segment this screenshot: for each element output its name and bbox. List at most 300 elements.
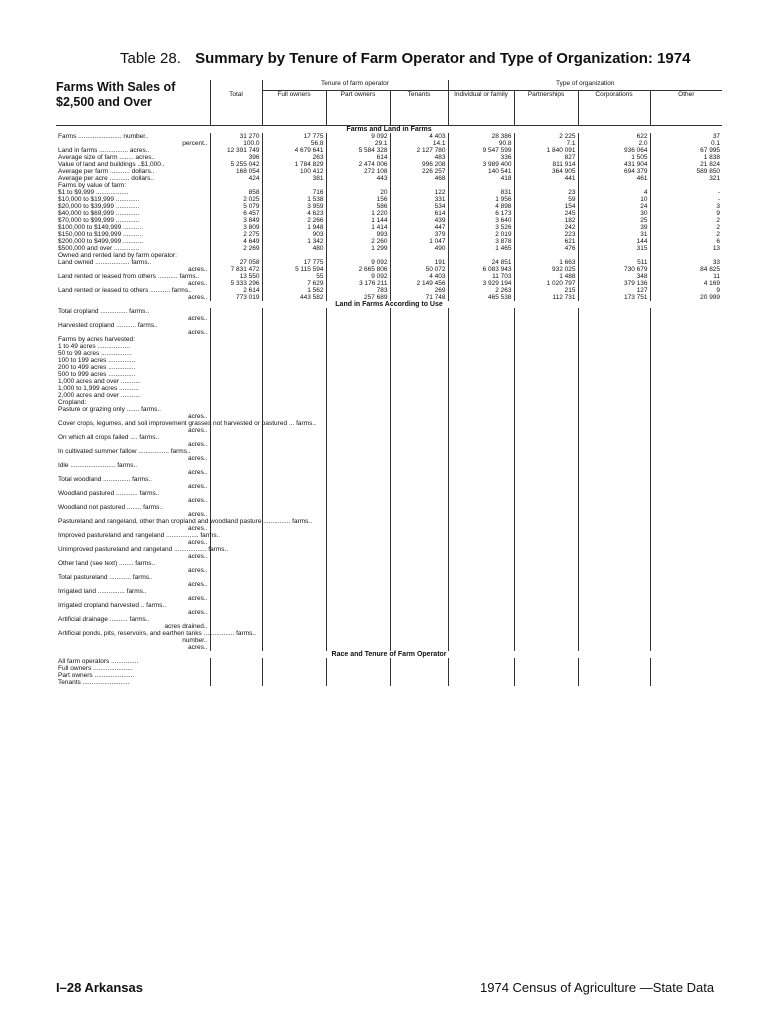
table-cell: [578, 378, 650, 385]
column-group-organization: Type of organization: [448, 80, 722, 91]
table-cell: [578, 308, 650, 315]
table-cell: 2.0: [578, 140, 650, 147]
table-cell: 144: [578, 238, 650, 245]
row-label: $100,000 to $149,999 ...........: [58, 223, 143, 231]
row-label: acres..: [187, 314, 208, 322]
table-cell: [390, 350, 448, 357]
table-cell: [262, 385, 326, 392]
row-label: Average size of farm ........ acres..: [58, 153, 156, 161]
table-cell: 9 092: [326, 133, 390, 140]
table-cell: [390, 504, 448, 511]
table-cell: 827: [514, 154, 578, 161]
table-row: [56, 497, 722, 504]
table-cell: [514, 553, 578, 560]
table-cell: 3 849: [210, 217, 262, 224]
table-cell: [390, 602, 448, 609]
table-cell: [262, 546, 326, 553]
table-cell: [326, 252, 390, 259]
table-cell: [514, 483, 578, 490]
table-row: [56, 168, 722, 175]
table-cell: [650, 609, 722, 616]
table-cell: [578, 567, 650, 574]
table-row: [56, 420, 722, 427]
table-cell: 3 640: [448, 217, 514, 224]
table-cell: [390, 378, 448, 385]
table-cell: [390, 364, 448, 371]
page-footer-right: 1974 Census of Agriculture —State Data: [480, 980, 715, 995]
table-cell: [326, 581, 390, 588]
row-label: Average per farm ........... dollars..: [58, 167, 155, 175]
table-cell: [210, 525, 262, 532]
table-cell: [650, 630, 722, 637]
table-cell: [514, 588, 578, 595]
table-cell: [448, 539, 514, 546]
table-cell: -: [650, 189, 722, 196]
table-cell: 37: [650, 133, 722, 140]
table-cell: [262, 427, 326, 434]
table-cell: [514, 399, 578, 406]
table-cell: [448, 644, 514, 651]
table-row: [56, 322, 722, 329]
table-cell: [390, 434, 448, 441]
table-cell: [578, 497, 650, 504]
table-cell: 468: [390, 175, 448, 182]
table-cell: 614: [326, 154, 390, 161]
table-row: [56, 238, 722, 245]
table-row: [56, 210, 722, 217]
table-cell: 245: [514, 210, 578, 217]
table-cell: [390, 623, 448, 630]
table-cell: [210, 448, 262, 455]
table-cell: [448, 406, 514, 413]
table-row: [56, 518, 722, 525]
table-row: [56, 203, 722, 210]
table-cell: [390, 462, 448, 469]
table-cell: [650, 525, 722, 532]
table-cell: [514, 441, 578, 448]
table-cell: [514, 658, 578, 665]
table-cell: [262, 504, 326, 511]
table-cell: 223: [514, 231, 578, 238]
row-label: 1 to 49 acres ..................: [58, 342, 130, 350]
row-label: Irrigated cropland harvested .. farms..: [58, 601, 167, 609]
table-cell: [390, 448, 448, 455]
table-cell: [650, 434, 722, 441]
table-row: [56, 294, 722, 301]
table-cell: [210, 322, 262, 329]
table-cell: [262, 574, 326, 581]
table-cell: 622: [578, 133, 650, 140]
table-cell: 773 019: [210, 294, 262, 301]
table-cell: [578, 315, 650, 322]
table-cell: 90.8: [448, 140, 514, 147]
table-cell: [210, 308, 262, 315]
table-cell: [326, 532, 390, 539]
table-cell: [448, 567, 514, 574]
table-cell: 811 914: [514, 161, 578, 168]
table-cell: [578, 518, 650, 525]
table-cell: 2 149 456: [390, 280, 448, 287]
table-cell: [448, 595, 514, 602]
table-cell: 17 775: [262, 259, 326, 266]
table-cell: [210, 665, 262, 672]
column-group-tenure: Tenure of farm operator: [262, 80, 448, 91]
table-cell: [390, 511, 448, 518]
table-cell: [448, 602, 514, 609]
table-cell: [262, 378, 326, 385]
table-row: [56, 588, 722, 595]
column-header: Total: [210, 91, 262, 126]
table-cell: 269: [390, 287, 448, 294]
table-cell: [578, 455, 650, 462]
table-row: [56, 315, 722, 322]
table-cell: 0.1: [650, 140, 722, 147]
table-row: [56, 427, 722, 434]
row-label: acres..: [187, 279, 208, 287]
table-cell: 28 386: [448, 133, 514, 140]
table-cell: [650, 448, 722, 455]
table-cell: [514, 637, 578, 644]
table-cell: 30: [578, 210, 650, 217]
table-cell: 14.1: [390, 140, 448, 147]
table-row: [56, 476, 722, 483]
table-cell: [650, 392, 722, 399]
table-cell: [650, 406, 722, 413]
table-row: [56, 273, 722, 280]
table-cell: 50 072: [390, 266, 448, 273]
table-cell: 31 270: [210, 133, 262, 140]
table-cell: [650, 581, 722, 588]
table-row: [56, 175, 722, 182]
table-cell: [262, 616, 326, 623]
table-cell: [514, 630, 578, 637]
table-row: [56, 455, 722, 462]
table-cell: 1 488: [514, 273, 578, 280]
table-cell: 9 092: [326, 273, 390, 280]
table-cell: [210, 616, 262, 623]
table-cell: [390, 525, 448, 532]
table-row: [56, 189, 722, 196]
table-cell: [578, 476, 650, 483]
table-cell: [210, 427, 262, 434]
table-cell: [448, 371, 514, 378]
table-cell: [514, 420, 578, 427]
table-cell: 2 614: [210, 287, 262, 294]
table-cell: [262, 434, 326, 441]
table-cell: 263: [262, 154, 326, 161]
table-cell: 2 266: [262, 217, 326, 224]
table-cell: [578, 441, 650, 448]
row-label: Total woodland ............... farms..: [58, 475, 152, 483]
table-cell: [578, 434, 650, 441]
table-row: [56, 161, 722, 168]
table-cell: [326, 644, 390, 651]
table-row: [56, 665, 722, 672]
table-cell: [262, 350, 326, 357]
table-cell: [514, 476, 578, 483]
table-cell: 9: [650, 287, 722, 294]
table-cell: [326, 595, 390, 602]
table-cell: [210, 574, 262, 581]
table-cell: [448, 525, 514, 532]
table-cell: [448, 434, 514, 441]
table-cell: [650, 602, 722, 609]
table-cell: [210, 511, 262, 518]
table-cell: [514, 560, 578, 567]
table-cell: 331: [390, 196, 448, 203]
table-cell: [210, 378, 262, 385]
table-row: [56, 602, 722, 609]
table-cell: [578, 539, 650, 546]
table-cell: [210, 623, 262, 630]
table-cell: [448, 455, 514, 462]
table-cell: [390, 343, 448, 350]
table-cell: 6 457: [210, 210, 262, 217]
table-cell: [514, 315, 578, 322]
table-cell: 5 115 594: [262, 266, 326, 273]
table-cell: [514, 378, 578, 385]
row-label: Harvested cropland ........... farms..: [58, 321, 158, 329]
table-cell: [390, 182, 448, 189]
row-label: Woodland pastured ............ farms..: [58, 489, 160, 497]
table-cell: 4 679 641: [262, 147, 326, 154]
table-row: [56, 147, 722, 154]
table-cell: 936 064: [578, 147, 650, 154]
row-label: Farms by acres harvested:: [58, 335, 135, 343]
table-cell: [448, 357, 514, 364]
table-cell: [650, 567, 722, 574]
row-label: acres..: [187, 643, 208, 651]
table-cell: [578, 609, 650, 616]
table-cell: [514, 623, 578, 630]
table-cell: 441: [514, 175, 578, 182]
table-cell: [262, 497, 326, 504]
table-cell: [262, 448, 326, 455]
table-cell: 5 584 328: [326, 147, 390, 154]
table-cell: 13: [650, 245, 722, 252]
table-row: [56, 343, 722, 350]
table-cell: 156: [326, 196, 390, 203]
table-cell: [390, 679, 448, 686]
table-cell: [514, 462, 578, 469]
row-label: acres..: [187, 524, 208, 532]
row-label: number..: [182, 636, 208, 644]
table-cell: [390, 469, 448, 476]
table-cell: [262, 406, 326, 413]
table-cell: [448, 581, 514, 588]
table-cell: 315: [578, 245, 650, 252]
table-cell: [448, 469, 514, 476]
table-cell: 2: [650, 231, 722, 238]
table-row: [56, 245, 722, 252]
table-cell: [448, 350, 514, 357]
table-cell: [326, 616, 390, 623]
table-cell: [210, 679, 262, 686]
table-cell: [262, 588, 326, 595]
table-cell: [262, 595, 326, 602]
row-label: 500 to 999 acres ...............: [58, 370, 136, 378]
table-cell: [390, 567, 448, 574]
row-label: $10,000 to $19,999 .............: [58, 195, 140, 203]
table-cell: 3 989 400: [448, 161, 514, 168]
table-cell: [326, 679, 390, 686]
table-cell: [448, 420, 514, 427]
table-cell: [650, 441, 722, 448]
table-cell: 490: [390, 245, 448, 252]
table-cell: [326, 574, 390, 581]
table-cell: [448, 623, 514, 630]
table-cell: [326, 497, 390, 504]
table-cell: [448, 385, 514, 392]
table-cell: 6 173: [448, 210, 514, 217]
table-cell: [210, 672, 262, 679]
row-label: $200,000 to $499,999 ...........: [58, 237, 143, 245]
table-cell: [326, 329, 390, 336]
table-cell: [448, 679, 514, 686]
row-label: $70,000 to $99,999 .............: [58, 216, 140, 224]
table-cell: [210, 504, 262, 511]
row-label: acres..: [187, 594, 208, 602]
table-cell: [210, 336, 262, 343]
table-cell: [210, 315, 262, 322]
table-cell: [578, 532, 650, 539]
row-label: Unimproved pastureland and rangeland .................. farms..: [58, 545, 229, 553]
table-cell: [578, 385, 650, 392]
table-cell: 379: [390, 231, 448, 238]
row-label: acres..: [187, 580, 208, 588]
table-row: [56, 539, 722, 546]
table-cell: 226 257: [390, 168, 448, 175]
row-label: acres..: [187, 426, 208, 434]
table-cell: [210, 343, 262, 350]
table-cell: 2 225: [514, 133, 578, 140]
table-cell: [390, 581, 448, 588]
table-row: [56, 441, 722, 448]
row-label: Tenants ..........................: [58, 678, 130, 686]
table-cell: [390, 427, 448, 434]
table-cell: [650, 336, 722, 343]
table-cell: [210, 406, 262, 413]
table-row: [56, 595, 722, 602]
table-cell: 2 127 780: [390, 147, 448, 154]
table-cell: 480: [262, 245, 326, 252]
table-cell: [390, 399, 448, 406]
table-cell: 10: [578, 196, 650, 203]
table-cell: [448, 315, 514, 322]
row-label: $500,000 and over ..............: [58, 244, 140, 252]
table-cell: [390, 385, 448, 392]
table-cell: 272 108: [326, 168, 390, 175]
table-cell: 24: [578, 203, 650, 210]
table-cell: [326, 483, 390, 490]
row-label: $20,000 to $39,999 .............: [58, 202, 140, 210]
table-cell: [210, 553, 262, 560]
table-cell: [326, 567, 390, 574]
table-cell: [448, 182, 514, 189]
table-cell: 59: [514, 196, 578, 203]
table-cell: 730 679: [578, 266, 650, 273]
table-cell: [262, 343, 326, 350]
table-cell: 3 526: [448, 224, 514, 231]
row-label: percent..: [182, 139, 208, 147]
table-cell: 33: [650, 259, 722, 266]
table-row: [56, 623, 722, 630]
table-cell: [448, 413, 514, 420]
table-row: [56, 399, 722, 406]
table-cell: [390, 308, 448, 315]
table-cell: [390, 616, 448, 623]
row-label: All farm operators ...............: [58, 657, 139, 665]
table-cell: 621: [514, 238, 578, 245]
table-row: [56, 259, 722, 266]
table-row: [56, 546, 722, 553]
table-cell: [210, 560, 262, 567]
table-cell: [210, 441, 262, 448]
row-label: Land in farms ................ acres..: [58, 146, 150, 154]
table-cell: [650, 427, 722, 434]
table-cell: [390, 539, 448, 546]
table-row: [56, 392, 722, 399]
table-cell: [262, 322, 326, 329]
table-cell: [210, 588, 262, 595]
table-cell: 1 220: [326, 210, 390, 217]
table-row: [56, 252, 722, 259]
table-cell: 23: [514, 189, 578, 196]
table-row: [56, 637, 722, 644]
table-cell: [514, 665, 578, 672]
table-cell: [390, 588, 448, 595]
row-label: Cover crops, legumes, and soil improvement grasses not harvested or pastured ... farms..: [58, 419, 316, 427]
table-cell: 5 079: [210, 203, 262, 210]
table-cell: [326, 462, 390, 469]
table-cell: [262, 672, 326, 679]
table-cell: 348: [578, 273, 650, 280]
table-cell: [578, 546, 650, 553]
column-header: Full owners: [262, 91, 326, 126]
table-cell: 586: [326, 203, 390, 210]
table-cell: [262, 364, 326, 371]
table-cell: [514, 546, 578, 553]
table-cell: [262, 525, 326, 532]
table-cell: 20 999: [650, 294, 722, 301]
page-footer-left: I–28 Arkansas: [56, 980, 143, 995]
table-row: [56, 532, 722, 539]
table-cell: 2: [650, 224, 722, 231]
table-cell: [262, 399, 326, 406]
table-cell: [210, 602, 262, 609]
table-cell: [262, 182, 326, 189]
table-cell: [514, 616, 578, 623]
table-cell: 1 840 091: [514, 147, 578, 154]
table-cell: 2 260: [326, 238, 390, 245]
table-cell: 1 414: [326, 224, 390, 231]
table-row: [56, 483, 722, 490]
table-cell: [650, 532, 722, 539]
table-cell: [210, 329, 262, 336]
table-cell: [262, 532, 326, 539]
table-cell: [448, 336, 514, 343]
table-cell: [514, 469, 578, 476]
table-cell: [578, 595, 650, 602]
table-row: [56, 224, 722, 231]
table-cell: [390, 329, 448, 336]
table-cell: [326, 469, 390, 476]
table-row: [56, 336, 722, 343]
table-cell: [448, 574, 514, 581]
table-cell: [326, 637, 390, 644]
table-cell: [650, 560, 722, 567]
table-cell: [448, 490, 514, 497]
